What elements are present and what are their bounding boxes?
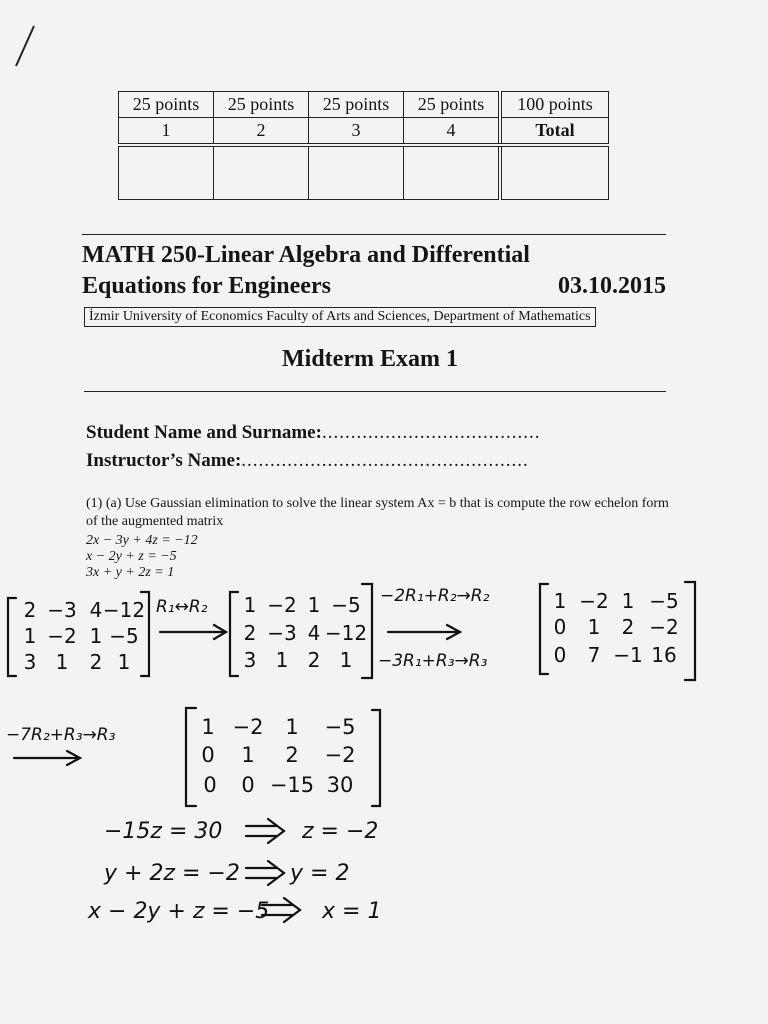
student-name-blank: ...................................... [321,422,541,443]
row-op-final: −7R₂+R₃→R₃ [6,725,116,745]
svg-text:0: 0 [241,773,255,797]
svg-text:−2: −2 [267,593,297,617]
course-line-1: MATH 250-Linear Algebra and Differential [82,242,530,268]
svg-text:2: 2 [621,615,635,639]
problem-statement: (1) (a) Use Gaussian elimination to solve the linear system Ax = b that is compute the row echelon form of the augmented matrix [86,496,669,529]
svg-text:−15: −15 [269,773,315,797]
svg-text:−2: −2 [47,624,77,648]
svg-text:2: 2 [307,648,321,672]
instructor-name-label: Instructor’s Name: [86,450,242,471]
exam-title: Midterm Exam 1 [282,346,458,372]
course-line-2: Equations for Engineers [82,273,331,299]
svg-text:−2: −2 [232,715,264,739]
solution-y: y = 2 [290,861,350,886]
svg-text:1: 1 [307,593,321,617]
points-cell: 25 points [309,92,404,118]
solution-step-y: y + 2z = −2 [104,861,240,886]
svg-text:4: 4 [307,621,321,645]
svg-text:1: 1 [339,648,353,672]
svg-text:30: 30 [326,773,354,797]
svg-text:−5: −5 [649,589,679,613]
student-name-label: Student Name and Surname: [86,422,322,443]
svg-text:1: 1 [553,589,567,613]
svg-text:−3: −3 [47,598,77,622]
svg-text:−5: −5 [331,593,361,617]
svg-text:16: 16 [651,643,677,667]
svg-text:−3: −3 [267,621,297,645]
points-cell: 25 points [119,92,214,118]
svg-text:0: 0 [553,615,567,639]
svg-text:−5: −5 [324,715,356,739]
matrix-3 [554,589,679,667]
svg-text:1: 1 [621,589,635,613]
row-op-r3: −3R₁+R₃→R₃ [378,651,488,671]
svg-text:2: 2 [243,621,257,645]
equation: 3x + y + 2z = 1 [86,565,175,580]
svg-text:3: 3 [23,650,37,674]
points-cell: 100 points [500,92,609,118]
equation: 2x − 3y + 4z = −12 [86,533,198,548]
solution-step-x: x − 2y + z = −5 [88,899,270,924]
svg-text:−5: −5 [109,624,139,648]
svg-text:2: 2 [23,598,37,622]
svg-text:−12: −12 [102,598,146,622]
svg-text:−2: −2 [649,615,679,639]
svg-text:0: 0 [203,773,217,797]
svg-text:4: 4 [89,598,103,622]
question-number: 2 [214,118,309,146]
svg-text:1: 1 [243,593,257,617]
question-number: 4 [404,118,501,146]
affiliation-box: İzmir University of Economics Faculty of Arts and Sciences, Department of Mathematics [84,307,596,327]
matrix-2 [244,593,367,672]
svg-text:−2: −2 [324,743,356,767]
svg-text:1: 1 [89,624,103,648]
svg-text:1: 1 [201,715,215,739]
matrix-4 [201,715,355,797]
svg-text:−12: −12 [324,621,368,645]
exam-date: 03.10.2015 [558,273,666,299]
svg-text:1: 1 [117,650,131,674]
svg-text:−2: −2 [579,589,609,613]
svg-text:2: 2 [89,650,103,674]
matrix-1 [24,598,145,674]
svg-text:3: 3 [243,648,257,672]
instructor-name-blank: .................................................. [241,450,529,471]
svg-text:1: 1 [587,615,601,639]
question-number: 3 [309,118,404,146]
solution-z: z = −2 [302,819,379,844]
solution-x: x = 1 [322,899,382,924]
svg-text:0: 0 [201,743,215,767]
solution-step-z: −15z = 30 [104,819,223,844]
equation: x − 2y + z = −5 [86,549,177,564]
row-op-swap: R₁↔R₂ [156,597,208,617]
svg-text:1: 1 [241,743,255,767]
points-cell: 25 points [404,92,501,118]
row-op-r2: −2R₁+R₂→R₂ [380,586,490,606]
svg-text:1: 1 [23,624,37,648]
svg-text:1: 1 [285,715,299,739]
svg-text:1: 1 [55,650,69,674]
svg-text:−1: −1 [613,643,643,667]
svg-text:0: 0 [553,643,567,667]
svg-text:2: 2 [285,743,299,767]
question-number: 1 [119,118,214,146]
svg-text:7: 7 [587,643,601,667]
svg-text:1: 1 [275,648,289,672]
points-cell: 25 points [214,92,309,118]
total-label: Total [500,118,609,146]
